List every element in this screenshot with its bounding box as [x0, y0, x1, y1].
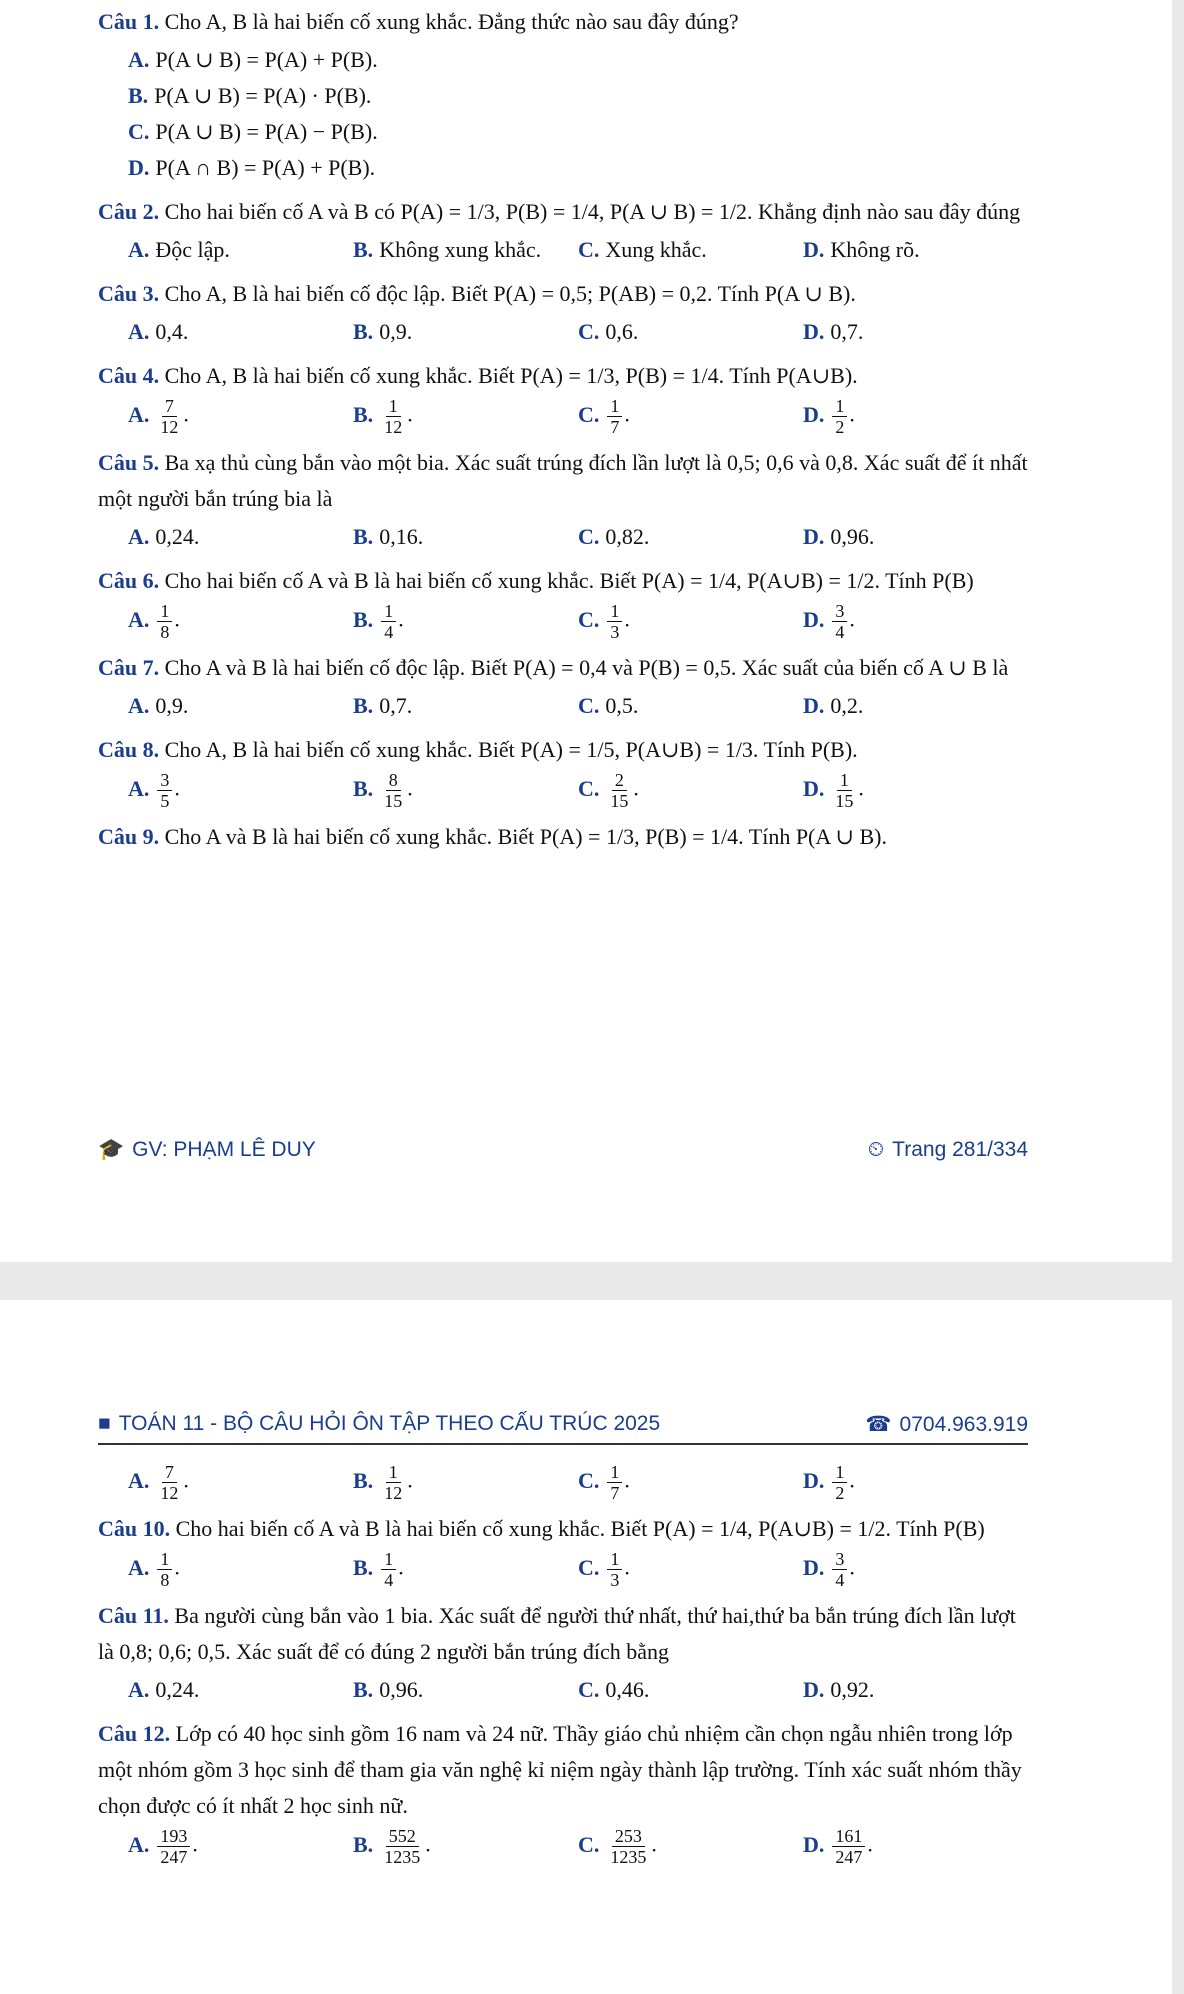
fraction-numerator: 1: [381, 601, 396, 622]
option-item[interactable]: [353, 688, 578, 724]
options-row: [98, 601, 1028, 642]
question-label: Câu 10.: [98, 1516, 176, 1541]
option-text: P(A ∪ B) = P(A) + P(B).: [155, 47, 378, 72]
option-key: C.: [578, 237, 600, 262]
option-item[interactable]: A. $\frac{7}{12}$ .: [128, 1462, 189, 1503]
teacher-label: GV: PHẠM LÊ DUY: [132, 1138, 316, 1161]
book-title: [98, 1412, 660, 1437]
fraction-denominator: 8: [160, 1570, 170, 1590]
fraction-numerator: 1: [607, 1462, 622, 1483]
option-fraction: [157, 770, 172, 811]
option-text: 0,46.: [605, 1677, 650, 1702]
option-key: D.: [128, 155, 150, 180]
question-label: Câu 1.: [98, 9, 165, 34]
option-text: 0,7.: [379, 693, 413, 718]
option-key: B.: [353, 401, 374, 427]
fraction-denominator: 12: [384, 1483, 403, 1503]
option-key: C.: [578, 606, 600, 632]
option-item[interactable]: D. $\frac{3}{4}$ .: [803, 1549, 855, 1590]
option-text: Xung khắc.: [605, 237, 707, 262]
option-text: Độc lập.: [155, 237, 230, 262]
option-key: C.: [578, 1554, 600, 1580]
option-item[interactable]: [578, 688, 803, 724]
option-key: A.: [128, 237, 150, 262]
option-fraction: [381, 396, 405, 437]
option-key: B.: [353, 606, 374, 632]
option-fraction: [607, 1826, 649, 1867]
page-gap: [0, 1262, 1184, 1300]
option-key: C.: [578, 775, 600, 801]
option-item[interactable]: [128, 688, 353, 724]
page-footer: [98, 1138, 1028, 1162]
option-key: D.: [803, 1677, 825, 1702]
teacher-name: [98, 1138, 316, 1162]
fraction-numerator: 1: [607, 1549, 622, 1570]
option-fraction: [607, 1462, 622, 1503]
fraction-numerator: 1: [386, 1462, 401, 1483]
option-text: 0,24.: [155, 1677, 200, 1702]
option-fraction: [607, 601, 622, 642]
option-fraction: [157, 396, 181, 437]
fraction-numerator: 8: [386, 770, 401, 791]
option-item[interactable]: A. $\frac{193}{247}$ .: [128, 1826, 198, 1867]
option-item[interactable]: D. $\frac{1}{15}$ .: [803, 770, 864, 811]
fraction-denominator: 15: [835, 791, 854, 811]
option-item[interactable]: D. $\frac{1}{2}$ .: [803, 1462, 855, 1503]
fraction-denominator: 1235: [384, 1847, 421, 1867]
option-fraction: [832, 601, 847, 642]
question-text: Cho hai biến cố A và B có P(A) = 1/3, P(B) = 1/4, P(A ∪ B) = 1/2. Khẳng định nào sau đây đúng: [164, 199, 1021, 224]
option-item[interactable]: B. $\frac{1}{12}$ .: [353, 1462, 413, 1503]
option-item[interactable]: A. $\frac{1}{8}$ .: [128, 1549, 180, 1590]
option-text: 0,5.: [605, 693, 639, 718]
option-fraction: [381, 770, 405, 811]
fraction-denominator: 2: [835, 417, 845, 437]
question-label: Câu 2.: [98, 199, 165, 224]
question-label: Câu 11.: [98, 1603, 175, 1628]
question: [98, 4, 1028, 40]
option-key: A.: [128, 524, 150, 549]
fraction-numerator: 253: [612, 1826, 645, 1847]
question: [98, 1598, 1028, 1670]
option-key: B.: [128, 83, 149, 108]
option-key: C.: [578, 401, 600, 427]
fraction-numerator: 1: [607, 601, 622, 622]
fraction-numerator: 1: [386, 396, 401, 417]
option-key: B.: [353, 1467, 374, 1493]
option-item[interactable]: [803, 519, 1028, 555]
fraction-denominator: 8: [160, 622, 170, 642]
option-key: B.: [353, 319, 374, 344]
option-item[interactable]: C. $\frac{1}{3}$ .: [578, 601, 630, 642]
fraction-numerator: 3: [832, 601, 847, 622]
option-item[interactable]: [578, 1672, 803, 1708]
option-text: 0,24.: [155, 524, 200, 549]
option-text: 0,7.: [830, 319, 864, 344]
options-row: [98, 232, 1028, 268]
fraction-denominator: 12: [160, 1483, 179, 1503]
option-key: B.: [353, 1554, 374, 1580]
option-text: 0,92.: [830, 1677, 875, 1702]
page-label: Trang 281/334: [892, 1138, 1028, 1161]
fraction-numerator: 161: [832, 1826, 865, 1847]
question-label: Câu 12.: [98, 1721, 176, 1746]
option-fraction: [381, 1549, 396, 1590]
options-row: [98, 1462, 1028, 1503]
option-text: 0,9.: [155, 693, 189, 718]
option-item[interactable]: D. $\frac{161}{247}$ .: [803, 1826, 873, 1867]
options-row: [98, 519, 1028, 555]
fraction-denominator: 247: [160, 1847, 188, 1867]
options-row: [98, 770, 1028, 811]
options-row: [98, 314, 1028, 350]
fraction-numerator: 2: [612, 770, 627, 791]
question: [98, 732, 1028, 768]
option-text: 0,82.: [605, 524, 650, 549]
option-key: C.: [578, 319, 600, 344]
question-text: Ba xạ thủ cùng bắn vào một bia. Xác suất trúng đích lần lượt là 0,5; 0,6 và 0,8. Xác suất để ít nhất một người bắn trúng bia là: [98, 450, 1028, 511]
questions-block-2: [98, 1460, 1028, 1875]
option-fraction: [607, 770, 631, 811]
question: [98, 1511, 1028, 1547]
options-row: [98, 42, 1028, 186]
option-key: D.: [803, 401, 825, 427]
option-key: A.: [128, 319, 150, 344]
option-fraction: [157, 1549, 172, 1590]
option-item[interactable]: D. $\frac{3}{4}$ .: [803, 601, 855, 642]
option-item[interactable]: C. $\frac{1}{3}$ .: [578, 1549, 630, 1590]
question: [98, 650, 1028, 686]
fraction-numerator: 3: [832, 1549, 847, 1570]
option-key: B.: [353, 237, 374, 262]
option-item[interactable]: A. $\frac{1}{8}$ .: [128, 601, 180, 642]
option-fraction: [157, 1826, 190, 1867]
option-fraction: [832, 1462, 847, 1503]
option-key: A.: [128, 606, 150, 632]
fraction-denominator: 4: [835, 622, 845, 642]
phone: [865, 1412, 1028, 1437]
question-label: Câu 8.: [98, 737, 165, 762]
fraction-denominator: 12: [384, 417, 403, 437]
fraction-numerator: 3: [157, 770, 172, 791]
option-key: B.: [353, 524, 374, 549]
fraction-numerator: 193: [157, 1826, 190, 1847]
option-key: A.: [128, 1677, 150, 1702]
option-item[interactable]: B. $\frac{552}{1235}$ .: [353, 1826, 431, 1867]
option-text: Không rõ.: [830, 237, 920, 262]
option-item[interactable]: C. $\frac{1}{7}$ .: [578, 396, 630, 437]
option-key: B.: [353, 775, 374, 801]
phone-icon: ☎: [865, 1413, 892, 1436]
question-text: Cho A, B là hai biến cố xung khắc. Biết P(A) = 1/5, P(A∪B) = 1/3. Tính P(B).: [164, 737, 858, 762]
option-item[interactable]: A. $\frac{3}{5}$ .: [128, 770, 180, 811]
option-item[interactable]: [128, 1672, 353, 1708]
phone-text: 0704.963.919: [899, 1413, 1028, 1436]
book-icon: ■: [98, 1412, 111, 1435]
option-item[interactable]: B. $\frac{1}{12}$ .: [353, 396, 413, 437]
option-key: C.: [128, 119, 150, 144]
option-key: C.: [578, 1831, 600, 1857]
option-text: P(A ∩ B) = P(A) + P(B).: [155, 155, 376, 180]
fraction-denominator: 3: [610, 622, 620, 642]
question-text: Cho A và B là hai biến cố xung khắc. Biết P(A) = 1/3, P(B) = 1/4. Tính P(A ∪ B).: [164, 824, 887, 849]
question-text: Cho A, B là hai biến cố xung khắc. Đẳng thức nào sau đây đúng?: [164, 9, 739, 34]
question-text: Cho hai biến cố A và B là hai biến cố xung khắc. Biết P(A) = 1/4, P(A∪B) = 1/2. Tính P(B): [175, 1516, 985, 1541]
option-text: 0,2.: [830, 693, 864, 718]
option-text: 0,96.: [379, 1677, 424, 1702]
book-title-text: TOÁN 11 - BỘ CÂU HỎI ÔN TẬP THEO CẤU TRÚC 2025: [118, 1412, 661, 1435]
question-text: Cho A, B là hai biến cố độc lập. Biết P(A) = 0,5; P(AB) = 0,2. Tính P(A ∪ B).: [164, 281, 856, 306]
option-text: 0,6.: [605, 319, 639, 344]
fraction-denominator: 15: [610, 791, 629, 811]
fraction-denominator: 7: [610, 1483, 620, 1503]
fraction-denominator: 3: [610, 1570, 620, 1590]
option-fraction: [381, 1826, 423, 1867]
option-item[interactable]: [803, 232, 1028, 268]
option-text: 0,16.: [379, 524, 424, 549]
option-key: C.: [578, 693, 600, 718]
option-key: D.: [803, 319, 825, 344]
options-row: [98, 1672, 1028, 1708]
option-key: D.: [803, 1554, 825, 1580]
fraction-denominator: 247: [835, 1847, 863, 1867]
option-key: B.: [353, 693, 374, 718]
questions-block-1: [98, 4, 1028, 855]
question: [98, 194, 1028, 230]
fraction-denominator: 5: [160, 791, 170, 811]
option-item[interactable]: [803, 1672, 1028, 1708]
option-text: Không xung khắc.: [379, 237, 542, 262]
option-key: A.: [128, 775, 150, 801]
question: [98, 276, 1028, 312]
option-item[interactable]: [578, 232, 803, 268]
fraction-denominator: 1235: [610, 1847, 647, 1867]
fraction-denominator: 4: [835, 1570, 845, 1590]
option-item[interactable]: [803, 688, 1028, 724]
fraction-denominator: 12: [160, 417, 179, 437]
option-item[interactable]: [353, 1672, 578, 1708]
question: [98, 563, 1028, 599]
option-item[interactable]: [353, 519, 578, 555]
fraction-numerator: 7: [162, 396, 177, 417]
question-text: Cho A, B là hai biến cố xung khắc. Biết P(A) = 1/3, P(B) = 1/4. Tính P(A∪B).: [164, 363, 858, 388]
question-label: Câu 7.: [98, 655, 165, 680]
question-label: Câu 9.: [98, 824, 165, 849]
option-fraction: [157, 1462, 181, 1503]
option-key: A.: [128, 1554, 150, 1580]
page-header: [98, 1412, 1028, 1445]
option-key: D.: [803, 237, 825, 262]
option-key: C.: [578, 524, 600, 549]
page-number: [868, 1138, 1028, 1162]
option-key: C.: [578, 1677, 600, 1702]
option-text: 0,9.: [379, 319, 413, 344]
option-fraction: [607, 396, 622, 437]
option-key: B.: [353, 1677, 374, 1702]
question-label: Câu 3.: [98, 281, 165, 306]
option-fraction: [832, 1549, 847, 1590]
fraction-numerator: 1: [837, 770, 852, 791]
option-item[interactable]: C. $\frac{253}{1235}$ .: [578, 1826, 657, 1867]
option-item[interactable]: B. $\frac{1}{4}$ .: [353, 1549, 404, 1590]
fraction-denominator: 2: [835, 1483, 845, 1503]
option-text: P(A ∪ B) = P(A) − P(B).: [155, 119, 378, 144]
option-fraction: [832, 1826, 865, 1867]
option-item[interactable]: C. $\frac{2}{15}$ .: [578, 770, 639, 811]
option-item[interactable]: [578, 314, 803, 350]
option-item[interactable]: [128, 114, 583, 150]
option-item[interactable]: [128, 519, 353, 555]
option-fraction: [832, 770, 856, 811]
question-label: Câu 5.: [98, 450, 165, 475]
option-item[interactable]: [353, 232, 578, 268]
option-item[interactable]: [128, 78, 583, 114]
fraction-numerator: 1: [381, 1549, 396, 1570]
question-label: Câu 4.: [98, 363, 165, 388]
fraction-denominator: 4: [384, 1570, 394, 1590]
option-key: A.: [128, 693, 150, 718]
option-key: D.: [803, 1831, 825, 1857]
fraction-numerator: 552: [386, 1826, 419, 1847]
question: [98, 1716, 1028, 1824]
question: [98, 819, 1028, 855]
graduation-cap-icon: 🎓: [98, 1138, 125, 1161]
option-key: D.: [803, 524, 825, 549]
option-item[interactable]: [128, 314, 353, 350]
fraction-denominator: 7: [610, 417, 620, 437]
options-row: [98, 396, 1028, 437]
option-key: C.: [578, 1467, 600, 1493]
fraction-numerator: 7: [162, 1462, 177, 1483]
option-item[interactable]: A. $\frac{7}{12}$ .: [128, 396, 189, 437]
options-row: [98, 1549, 1028, 1590]
fraction-numerator: 1: [832, 396, 847, 417]
option-key: D.: [803, 1467, 825, 1493]
option-text: 0,96.: [830, 524, 875, 549]
option-item[interactable]: B. $\frac{1}{4}$ .: [353, 601, 404, 642]
question: [98, 358, 1028, 394]
option-key: A.: [128, 401, 150, 427]
question-text: Lớp có 40 học sinh gồm 16 nam và 24 nữ. Thầy giáo chủ nhiệm cần chọn ngẫu nhiên trong lớp một nhóm gồm 3 học sinh để tham gia văn nghệ kỉ niệm ngày thành lập trường. Tính xác suất nhóm thầy chọn được có ít nhất 2 học sinh nữ.: [98, 1721, 1022, 1818]
option-key: A.: [128, 1467, 150, 1493]
option-item[interactable]: [353, 314, 578, 350]
option-item[interactable]: [128, 150, 583, 186]
question-text: Cho hai biến cố A và B là hai biến cố xung khắc. Biết P(A) = 1/4, P(A∪B) = 1/2. Tính P(B): [164, 568, 974, 593]
option-fraction: [381, 1462, 405, 1503]
question: [98, 445, 1028, 517]
option-item[interactable]: [803, 314, 1028, 350]
options-row: [98, 1826, 1028, 1867]
option-key: D.: [803, 693, 825, 718]
option-item[interactable]: C. $\frac{1}{7}$ .: [578, 1462, 630, 1503]
option-item[interactable]: [578, 519, 803, 555]
option-text: 0,4.: [155, 319, 189, 344]
fraction-numerator: 1: [832, 1462, 847, 1483]
option-fraction: [157, 601, 172, 642]
option-item[interactable]: B. $\frac{8}{15}$ .: [353, 770, 413, 811]
fraction-numerator: 1: [157, 601, 172, 622]
option-key: B.: [353, 1831, 374, 1857]
option-item[interactable]: D. $\frac{1}{2}$ .: [803, 396, 855, 437]
fraction-numerator: 1: [607, 396, 622, 417]
question-text: Cho A và B là hai biến cố độc lập. Biết P(A) = 0,4 và P(B) = 0,5. Xác suất của biến cố A ∪ B là: [164, 655, 1009, 680]
fraction-numerator: 1: [157, 1549, 172, 1570]
option-fraction: [381, 601, 396, 642]
option-item[interactable]: [128, 232, 353, 268]
question-label: Câu 6.: [98, 568, 165, 593]
clock-icon: ⏲: [867, 1138, 885, 1161]
fraction-denominator: 15: [384, 791, 403, 811]
fraction-denominator: 4: [384, 622, 394, 642]
option-fraction: [607, 1549, 622, 1590]
option-key: A.: [128, 1831, 150, 1857]
option-key: D.: [803, 606, 825, 632]
question-text: Ba người cùng bắn vào 1 bia. Xác suất để người thứ nhất, thứ hai,thứ ba bắn trúng đích lần lượt là 0,8; 0,6; 0,5. Xác suất để có đúng 2 người bắn trúng đích bằng: [98, 1603, 1016, 1664]
option-key: A.: [128, 47, 150, 72]
option-key: D.: [803, 775, 825, 801]
option-fraction: [832, 396, 847, 437]
option-item[interactable]: [128, 42, 583, 78]
options-row: [98, 688, 1028, 724]
option-text: P(A ∪ B) = P(A) · P(B).: [154, 83, 372, 108]
